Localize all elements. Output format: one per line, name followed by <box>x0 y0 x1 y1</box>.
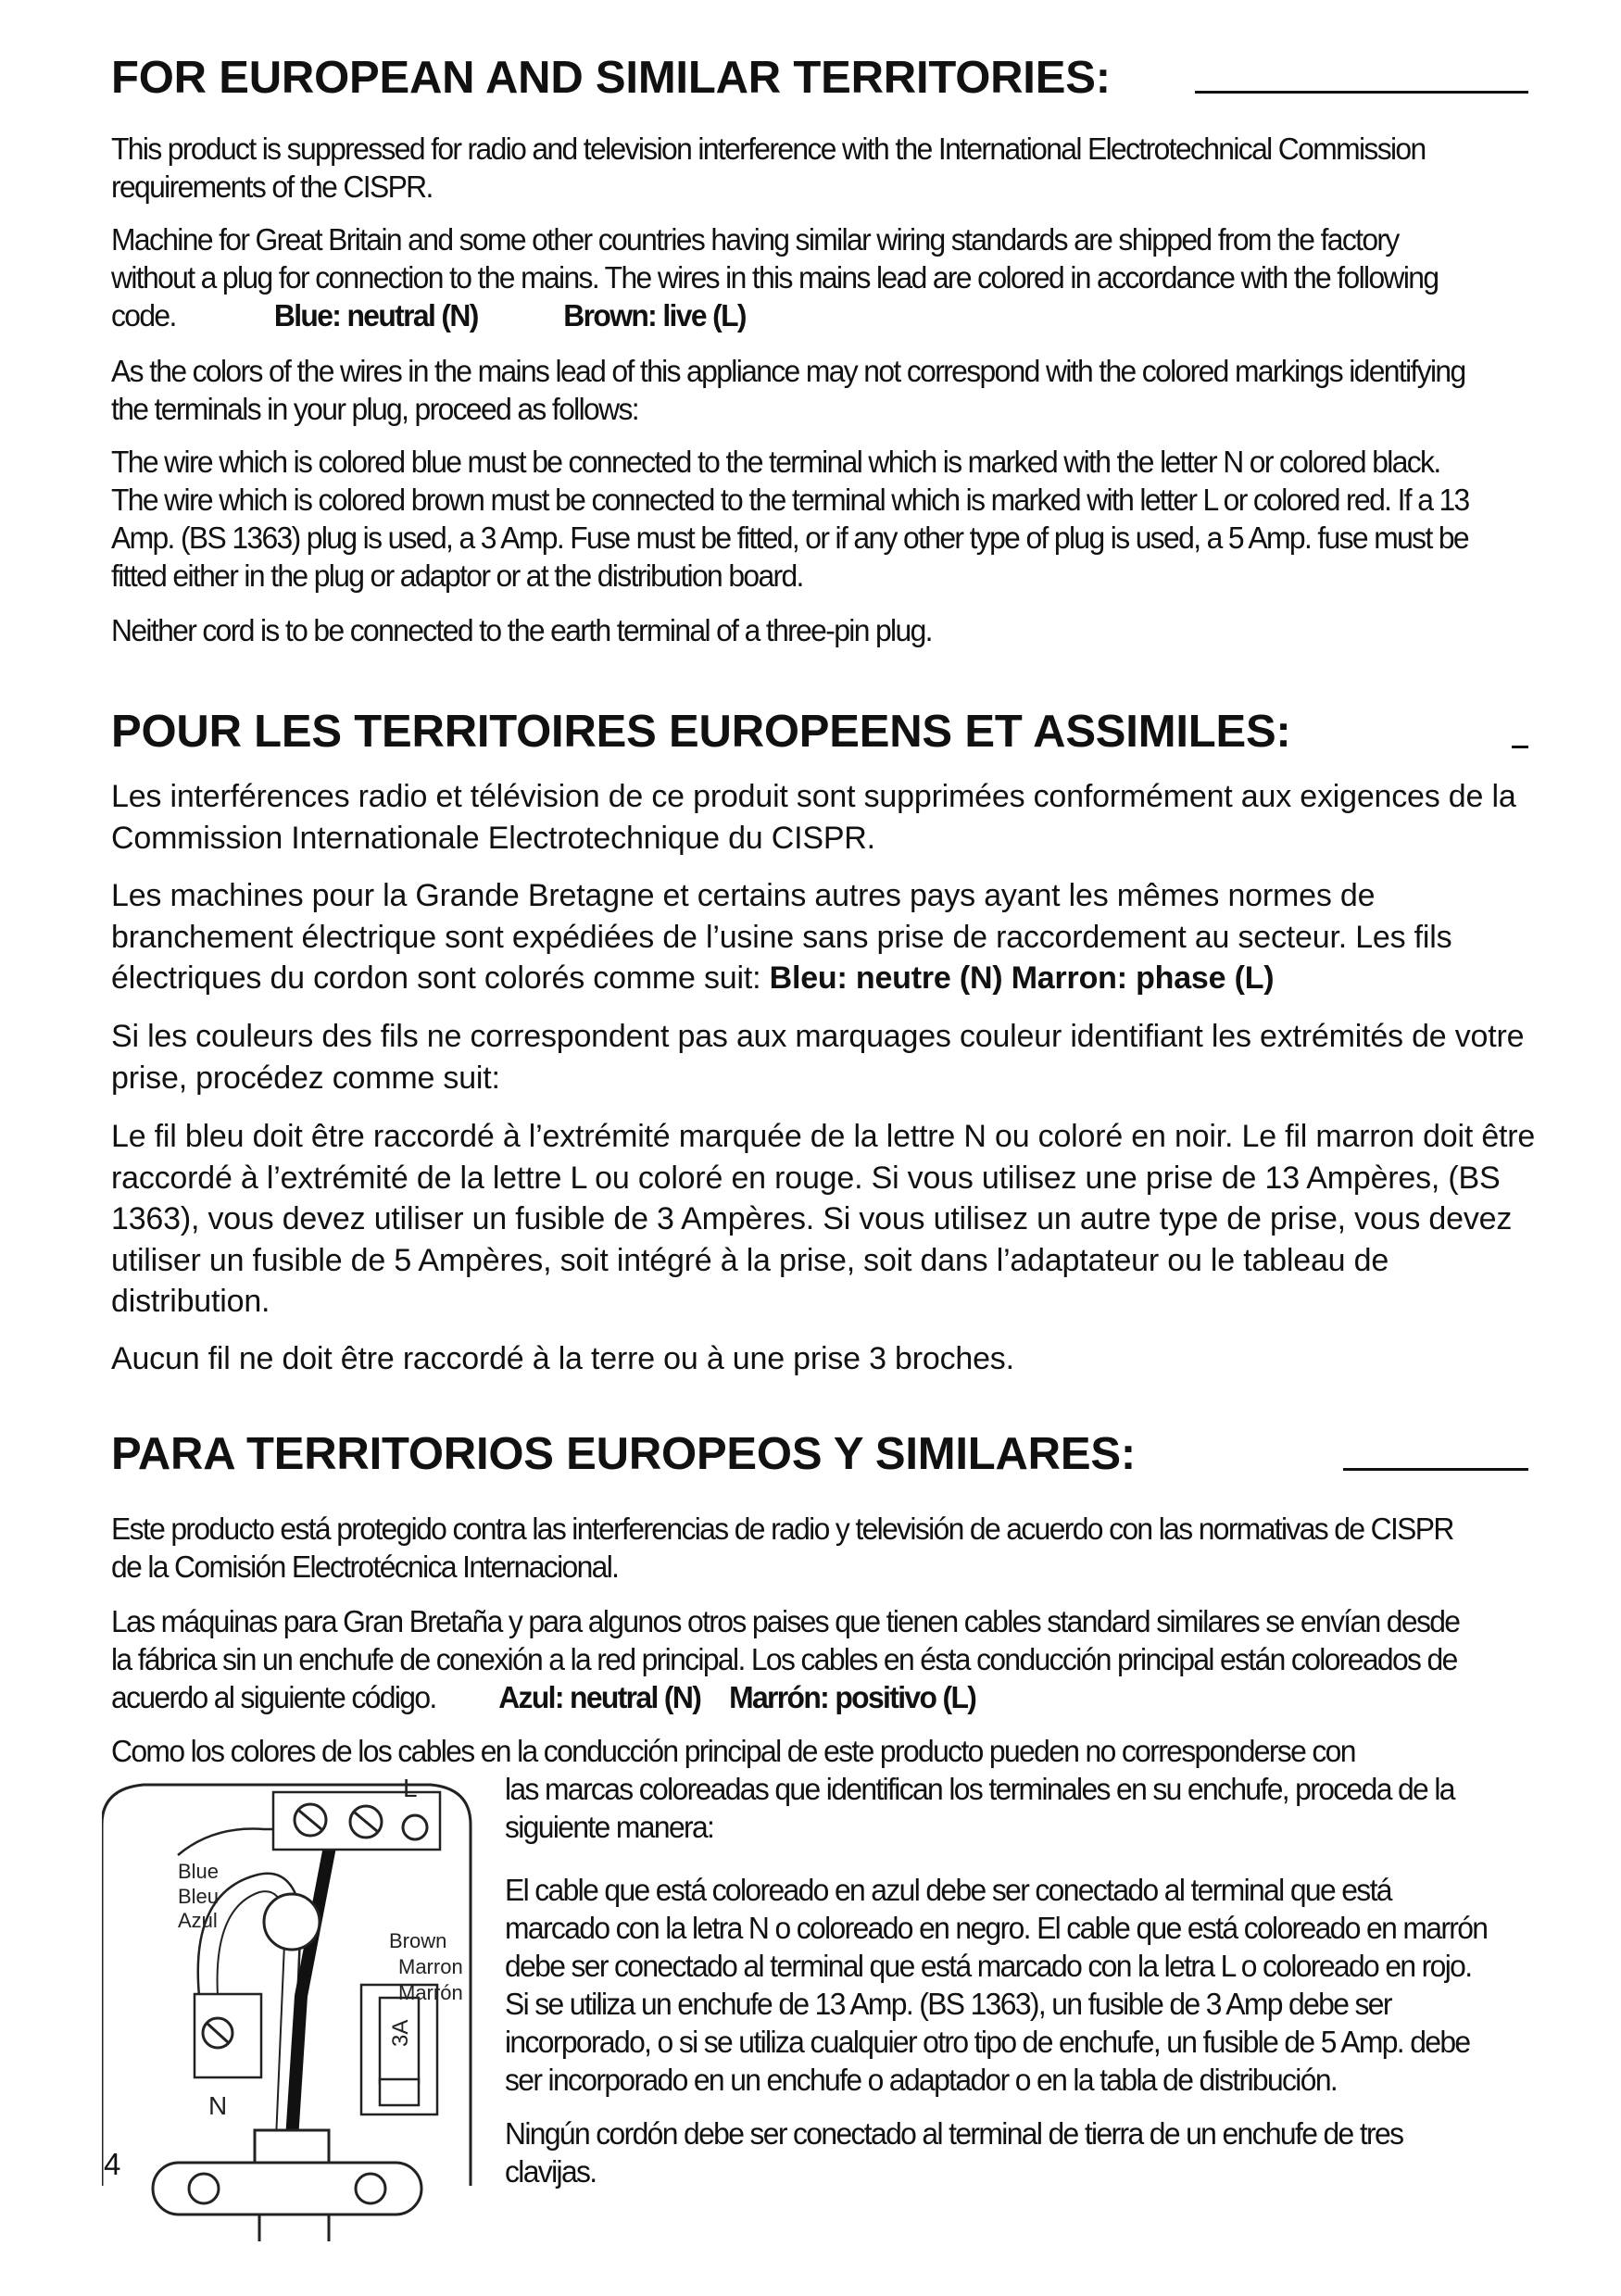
french-para-2 <box>111 875 1538 999</box>
live-letter: L <box>403 1774 418 1802</box>
english-code-blue: Blue: neutral (N) <box>273 298 478 332</box>
live-pin-end <box>356 2174 385 2203</box>
live-pin-stub <box>403 1815 427 1839</box>
label-brown: Brown <box>389 1929 447 1952</box>
spanish-heading-rule <box>1343 1468 1528 1471</box>
english-para-3: As the colors of the wires in the mains lead of this appliance may not correspond with the colored markings identifying the terminals in your plug, proceed as follows: <box>111 354 1465 426</box>
spanish-heading: PARA TERRITORIOS EUROPEOS Y SIMILARES: <box>111 1429 1136 1479</box>
label-bleu: Bleu <box>178 1885 220 1908</box>
label-blue: Blue <box>178 1860 220 1883</box>
french-para-1: Les interférences radio et télévision de ce produit sont supprimées conformément aux exigences de la Commission Internationale Electrotechnique du CISPR. <box>111 779 1516 856</box>
plug-wiring-diagram <box>102 1774 491 2246</box>
english-heading-rule <box>1195 91 1528 94</box>
label-marron-es: Marrón <box>398 1981 463 2004</box>
english-heading: FOR EUROPEAN AND SIMILAR TERRITORIES: <box>111 53 1111 103</box>
spanish-para-2 <box>111 1602 1478 1716</box>
french-heading-rule <box>1512 746 1528 748</box>
french-para-5: Aucun fil ne doit être raccordé à la terre ou à une prise 3 broches. <box>111 1341 1014 1376</box>
spanish-para-5: Ningún cordón debe ser conectado al terminal de tierra de un enchufe de tres clavijas. <box>505 2116 1403 2189</box>
french-para-2-text: Les machines pour la Grande Bretagne et certains autres pays ayant les mêmes normes de branchement électrique sont expédiées de l’usine sans prise de raccordement au secteur. Les fils électriques du cordon sont colorés comme suit: <box>111 878 1452 996</box>
label-azul: Azul <box>178 1909 218 1932</box>
english-para-2 <box>111 220 1478 334</box>
french-code-brown: Marron: phase (L) <box>1011 960 1275 996</box>
spanish-code-brown: Marrón: positivo (L) <box>729 1680 976 1714</box>
brown-wire <box>292 1827 333 2139</box>
english-para-5: Neither cord is to be connected to the earth terminal of a three-pin plug. <box>111 613 932 647</box>
fuse-clip <box>380 2079 419 2105</box>
spanish-para-2-text: Las máquinas para Gran Bretaña y para algunos otros paises que tienen cables standard similares se envían desde la fábrica sin un enchufe de conexión a la red principal. Los cables en ésta conducción principal están coloreados de acuerdo al siguiente código. <box>111 1604 1460 1714</box>
neutral-pin-end <box>189 2174 219 2203</box>
page-number: 4 <box>104 2147 121 2181</box>
fuse-label: 3A <box>388 2019 413 2047</box>
english-code-brown: Brown: live (L) <box>563 298 746 332</box>
label-marron: Marron <box>398 1955 463 1978</box>
neutral-letter: N <box>208 2091 228 2120</box>
french-para-3: Si les couleurs des fils ne correspondent pas aux marquages couleur identifiant les extrémités de votre prise, procédez comme suit: <box>111 1019 1525 1096</box>
english-para-4: The wire which is colored blue must be connected to the terminal which is marked with the letter N or colored black. The wire which is colored brown must be connected to the terminal which is marked with letter L or colored red. If a 13 Amp. (BS 1363) plug is used, a 3 Amp. Fuse must be fitted, or if any other type of plug is used, a 5 Amp. fuse must be fitted either in the plug or adaptor or at the distribution board. <box>111 445 1469 593</box>
spanish-code-blue: Azul: neutral (N) <box>498 1680 701 1714</box>
french-heading: POUR LES TERRITOIRES EUROPEENS ET ASSIMILES: <box>111 707 1291 757</box>
earth-pin <box>264 1894 320 1950</box>
spanish-para-3-line1: Como los colores de los cables en la conducción principal de este producto pueden no corresponderse con <box>111 1734 1355 1768</box>
english-para-1: This product is suppressed for radio and television interference with the International Electrotechnical Commission requirements of the CISPR. <box>111 132 1426 204</box>
spanish-para-3-rest: las marcas coloreadas que identifican los terminales en su enchufe, proceda de la siguiente manera: <box>505 1772 1454 1844</box>
spanish-para-4: El cable que está coloreado en azul debe ser conectado al terminal que está marcado con la letra N o coloreado en negro. El cable que está coloreado en marrón debe ser conectado al terminal que está marcado con la letra L o coloreado en rojo. Si se utiliza un enchufe de 13 Amp. (BS 1363), un fusible de 3 Amp debe ser incorporado, o si se utiliza cualquier otro tipo de enchufe, un fusible de 5 Amp. debe ser incorporado en un enchufe o adaptador o en la tabla de distribución. <box>505 1873 1488 2097</box>
french-para-4: Le fil bleu doit être raccordé à l’extrémité marquée de la lettre N ou coloré en noir. Le fil marron doit être raccordé à l’extrémité de la lettre L ou coloré en rouge. Si vous utilisez une prise de 13 Ampères, (BS 1363), vous devez utiliser un fusible de 3 Ampères. Si vous utilisez un autre type de prise, vous devez utiliser un fusible de 5 Ampères, soit intégré à la prise, soit dans l’adaptateur ou le tableau de distribution. <box>111 1119 1536 1319</box>
english-para-2-text: Machine for Great Britain and some other countries having similar wiring standards are shipped from the factory without a plug for connection to the mains. The wires in this mains lead are colored in accordance with the following code. <box>111 222 1439 332</box>
french-code-blue: Bleu: neutre (N) <box>769 960 1003 996</box>
spanish-para-1: Este producto está protegido contra las interferencias de radio y televisión de acuerdo con las normativas de CISPR de la Comisión Electrotécnica Internacional. <box>111 1512 1453 1584</box>
